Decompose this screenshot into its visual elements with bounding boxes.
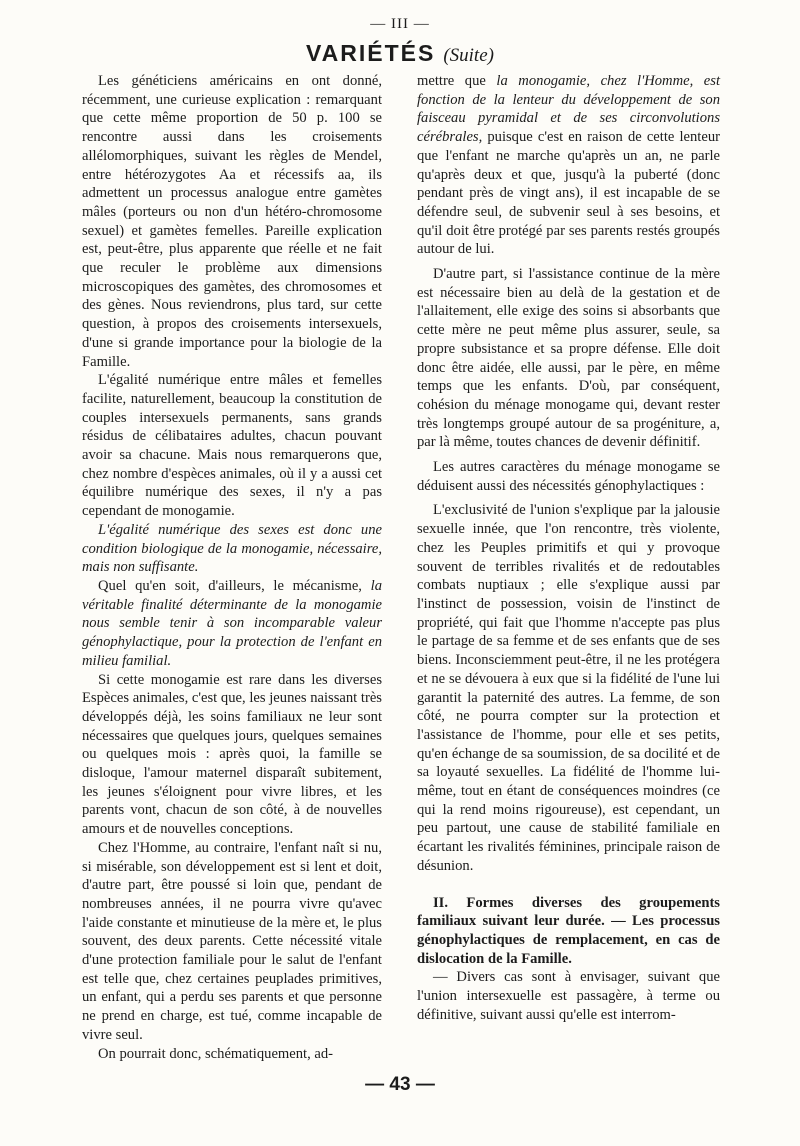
paragraph <box>82 577 382 671</box>
paragraph <box>417 72 720 259</box>
text-run-italic: la véritable finalité déterminante de la monogamie nous semble tenir à son incomparable valeur génophylactique, pour la protection de l'enfant en milieu familial. <box>82 577 382 669</box>
text-run: mettre que <box>417 73 497 89</box>
paragraph: L'égalité numérique entre mâles et femelles facilite, naturellement, beaucoup la constitution de couples intersexuels permanents, sans grands résidus de célibataires adultes, chacun pouvant avoir sa chacune. Mais nous remarquerons que, chez nombre d'espèces animales, où il y a aussi cet équilibre numérique des sexes, il n'y a pas cependant de monogamie. <box>82 372 382 520</box>
title-main: VARIÉTÉS <box>306 40 436 66</box>
paragraph: — Divers cas sont à envisager, suivant que l'union intersexuelle est passagère, à terme ou définitive, suivant aussi qu'elle est interrom- <box>417 969 720 1023</box>
paragraph: L'exclusivité de l'union s'explique par la jalousie sexuelle innée, que l'on rencontre, très violente, chez les Peuples primitifs et qui y provoque souvent de terribles rivalités et de redoutables combats nuptiaux ; elle s'explique aussi par l'instinct de possession, voisin de l'instinct de propriété, qui fait que l'homme n'accepte pas plus le partage de sa femme et de ses enfants que de ses biens. Inconsciemment peut-être, il ne les protégera et ne se dévouera à eux que si la fidélité de l'une lui garantit la paternité des autres. La femme, de son côté, ne pourra compter sur la protection et l'assistance de l'homme, pour elle et ses petits, qu'en échange de sa soumission, de sa docilité et de sa loyauté sexuelles. La fidélité de l'homme lui-même, tout en étant de conséquences moindres (ce qui la rend moins rigoureuse), est cependant, un peu partout, une cause de stabilité familiale en écartant les rivalités féminines, principale raison de désunion. <box>417 502 720 874</box>
title-subtitle: (Suite) <box>443 45 494 66</box>
right-column <box>417 72 720 1024</box>
paragraph-italic: L'égalité numérique des sexes est donc une condition biologique de la monogamie, nécessaire, mais non suffisante. <box>82 521 382 576</box>
paragraph: D'autre part, si l'assistance continue de la mère est nécessaire bien au delà de la gestation et de l'allaitement, elle exige des soins si absorbants que cette mère ne peut même plus assurer, seule, sa propre subsistance et sa propre défense. Elle doit donc être aidée, elle aussi, par le père, en même temps que les enfants. D'où, par conséquent, cohésion du ménage monogame qui, devant rester très longtemps groupé autour de sa progéniture, a, par là même, toutes chances de devenir définitif. <box>417 266 720 451</box>
left-column <box>82 72 382 1063</box>
page-roman-numeral: — III — <box>370 16 430 32</box>
text-run-italic: la monogamie, chez l'Homme, est fonction de la lenteur du développement de son faisceau pyramidal et de ses circonvolutions cérébrales, <box>417 73 720 146</box>
section-heading: II. Formes diverses des groupements familiaux suivant leur durée. — Les processus génophylactiques de remplacement, en cas de dislocation de la Famille. <box>417 894 720 967</box>
page-number: — 43 — <box>365 1074 435 1095</box>
paragraph: Si cette monogamie est rare dans les diverses Espèces animales, c'est que, les jeunes naissant très développés déjà, les soins familiaux ne leur sont nécessaires que quelques jours, quelques semaines ou quelques mois : après quoi, la famille se disloque, l'amour maternel disparaît subitement, les jeunes s'éloignent pour vivre libres, et les parents vont, chacun de son côté, à de nouvelles amours et de nouvelles conceptions. <box>82 671 382 838</box>
paragraph: Les généticiens américains en ont donné, récemment, une curieuse explication : remarquant que cette même proportion de 50 p. 100 se rencontre aussi dans les croisements allélomorphiques, suivant les règles de Mendel, entre hétérozygotes Aa et récessifs aa, ils admettent un processus analogue entre gamètes mâles (porteurs ou non d'un hétéro-chromosome sexuel) et gamètes femelles. Pareille explication est, peut-être, plus apparente que réelle et ne fait que reculer le problème aux dimensions microscopiques des gamètes, des chromosomes et des gènes. Nous reviendrons, plus tard, sur cette question, à propos des croisements intersexuels, d'une si grande importance pour la biologie de la Famille. <box>82 73 382 370</box>
text-run: Quel qu'en soit, d'ailleurs, le mécanisme, <box>98 577 371 594</box>
text-run: puisque c'est en raison de cette lenteur que l'enfant ne marche qu'après un an, ne parle qu'après deux et que, jusqu'à la puberté (donc pendant près de vingt ans), il est incapable de se défendre seul, de subvenir seul à ses besoins, et qu'il doit être protégé par ses parents restés groupés autour de lui. <box>417 129 720 258</box>
section-title <box>0 40 800 67</box>
paragraph: Chez l'Homme, au contraire, l'enfant naît si nu, si misérable, son développement est si lent et doit, d'autre part, être poussé si loin que, pendant de nombreuses années, il ne pourra vivre qu'avec l'aide constante et minutieuse de la mère et, le plus souvent, des deux parents. Cette nécessité vitale d'une protection familiale pour le salut de l'enfant est telle que, chez certaines peuplades primitives, un enfant, qui a perdu ses parents et que personne ne prend en charge, est tué, comme incapable de vivre seul. <box>82 839 382 1043</box>
paragraph: On pourrait donc, schématiquement, ad- <box>98 1045 334 1062</box>
paragraph: Les autres caractères du ménage monogame se déduisent aussi des nécessités génophylactiques : <box>417 459 720 494</box>
